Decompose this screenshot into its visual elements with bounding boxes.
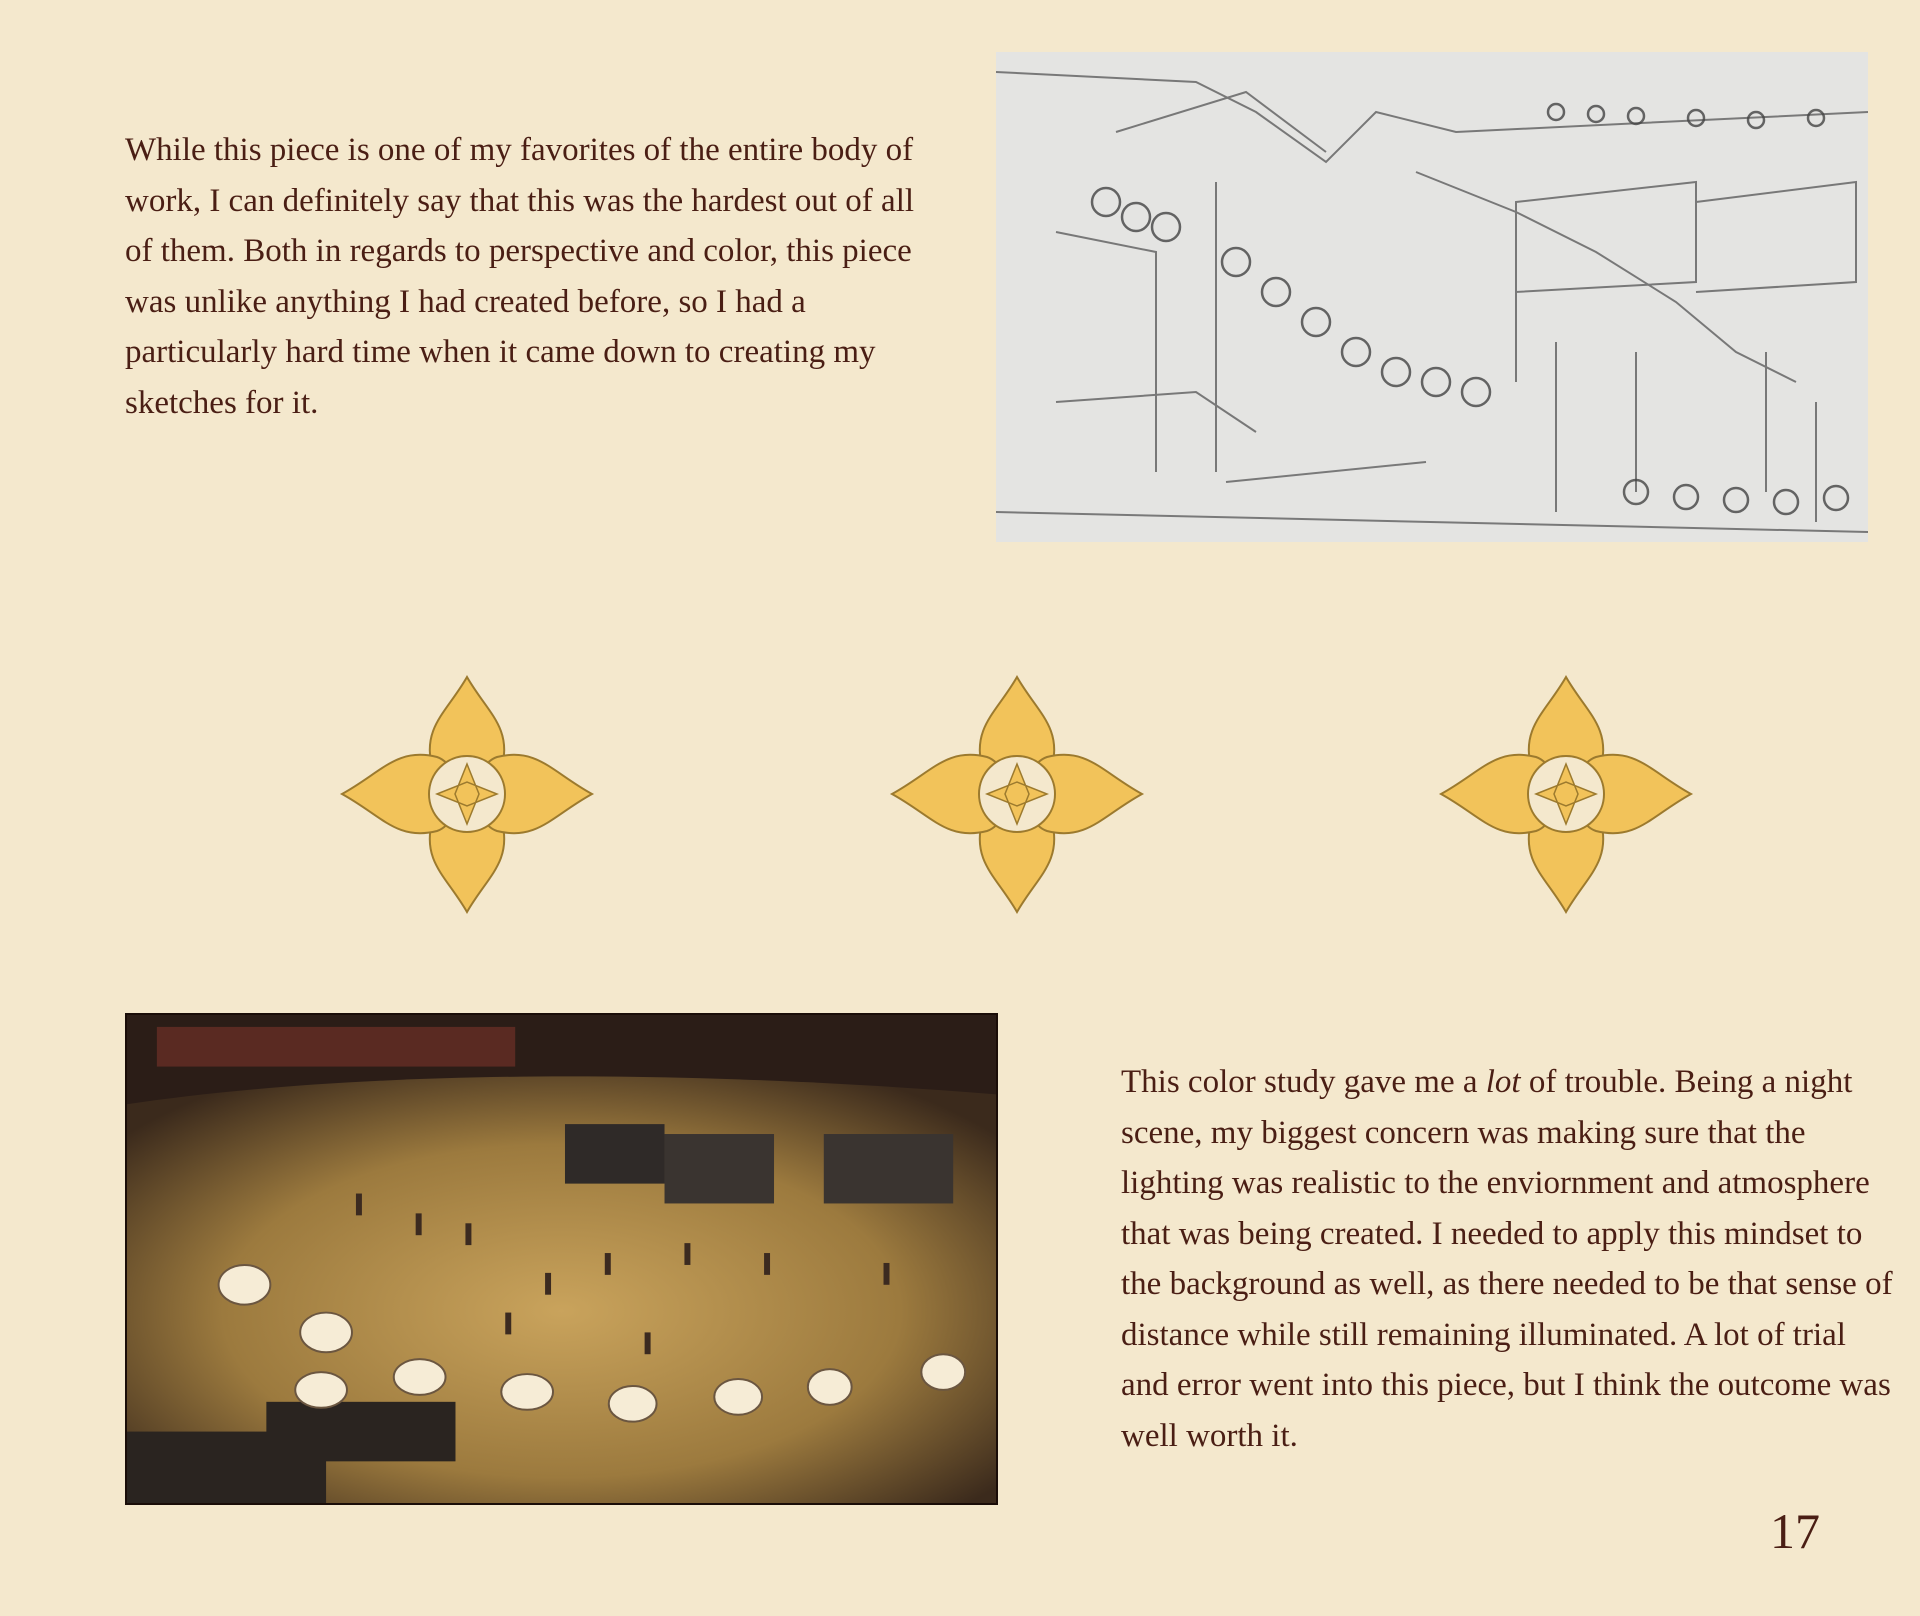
- intro-paragraph: While this piece is one of my favorites of the entire body of work, I can definitely say that this was the hardest out of all of them. Both in regards to perspective and color, this piece was unlike anything I had created before, so I had a particularly hard time when it came down to creating my sketches for it.: [125, 132, 915, 421]
- color-study-paragraph: [1121, 1057, 1901, 1461]
- paragraph-text: This color study gave me a: [1121, 1064, 1486, 1100]
- emphasis-text: lot: [1485, 1064, 1521, 1100]
- pencil-sketch-image: [996, 52, 1868, 542]
- pencil-sketch-drawing: [996, 52, 1868, 542]
- page-number: 17: [1770, 1503, 1820, 1559]
- lotus-ornament-icon: [887, 672, 1147, 917]
- lotus-ornament-icon: [337, 672, 597, 917]
- color-study-painting: [127, 1015, 996, 1503]
- paragraph-text: of trouble. Being a night scene, my biggest concern was making sure that the lighting was realistic to the enviornment and atmosphere that was being created. I needed to apply this mindset to the background as well, as there needed to be that sense of distance while still remaining illuminated. A lot of trial and error went into this piece, but I think the outcome was well worth it.: [1121, 1064, 1893, 1454]
- lotus-ornament-icon: [1436, 672, 1696, 917]
- color-study-image: [125, 1013, 998, 1505]
